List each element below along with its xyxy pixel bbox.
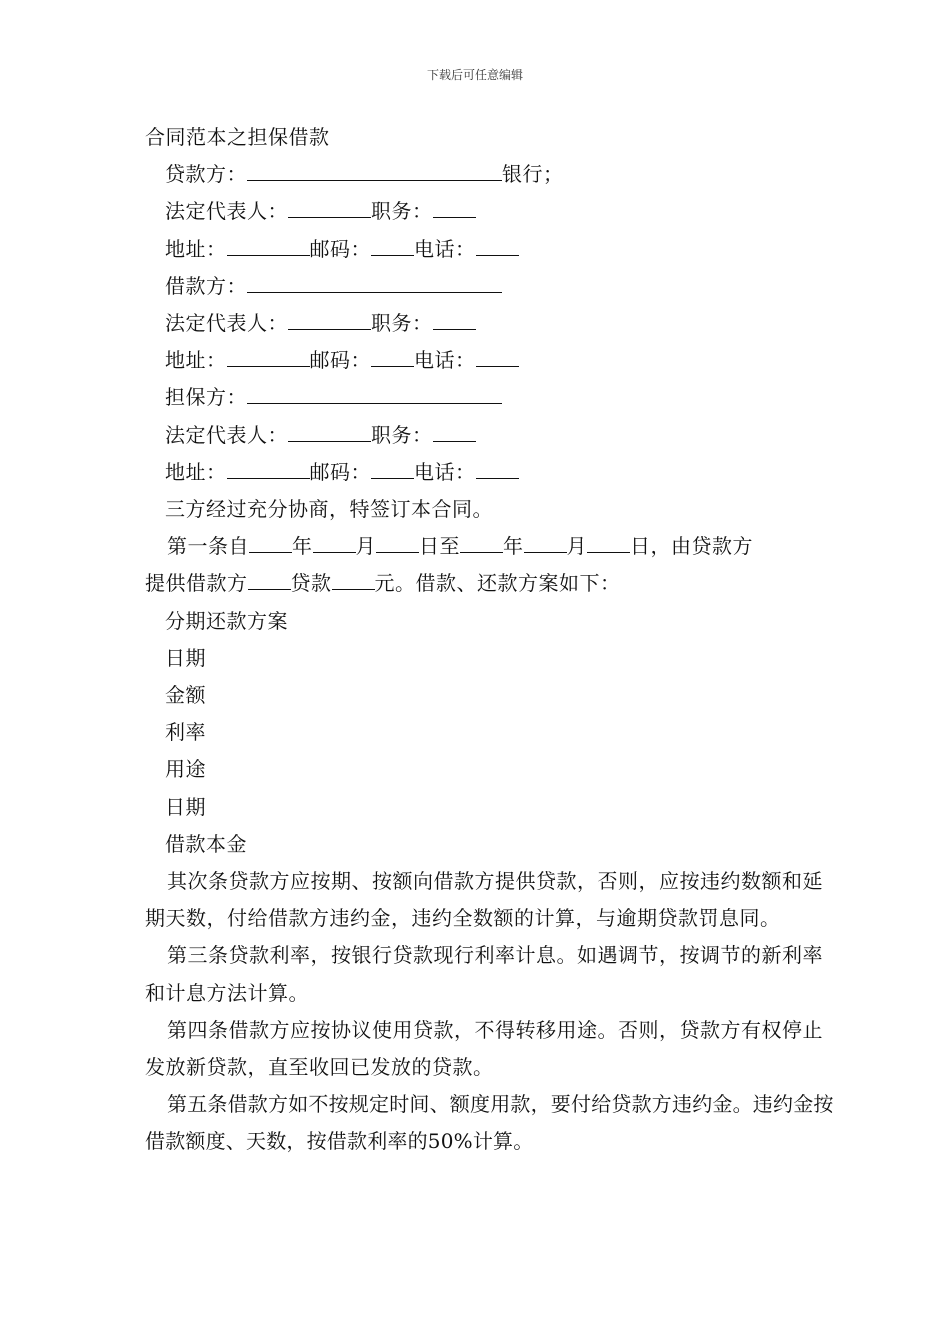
page-header: 下载后可任意编辑: [426, 68, 523, 82]
postcode-blank[interactable]: [371, 462, 414, 479]
article1-line2: [145, 565, 835, 602]
phone-label: 电话：: [414, 236, 476, 261]
guarantor-rep-line: [145, 417, 835, 454]
year-label: 年: [292, 534, 313, 559]
article1-loan: 贷款: [290, 571, 332, 596]
lender-address-line: [145, 231, 835, 268]
address-blank[interactable]: [227, 462, 310, 479]
day-to-label: 日至: [419, 534, 460, 559]
postcode-blank[interactable]: [371, 350, 414, 367]
end-day-blank[interactable]: [587, 536, 630, 553]
rep-blank[interactable]: [288, 425, 371, 442]
position-blank[interactable]: [433, 313, 476, 330]
rep-label: 法定代表人：: [165, 311, 288, 336]
lender-rep-line: [145, 193, 835, 230]
guarantor-address-line: [145, 454, 835, 491]
guarantor-line: [145, 379, 835, 416]
phone-blank[interactable]: [476, 462, 519, 479]
lender-blank[interactable]: [247, 164, 502, 181]
postcode-label: 邮码：: [309, 348, 371, 373]
phone-label: 电话：: [414, 348, 476, 373]
repayment-plan-item: 借款本金: [165, 831, 247, 856]
repayment-plan-item: 日期: [165, 794, 206, 819]
position-blank[interactable]: [433, 425, 476, 442]
article5-paragraph: 第五条借款方如不按规定时间、额度用款，要付给贷款方违约金。违约金按借款额度、天数，按借款利率的50%计算。: [145, 1092, 834, 1154]
start-year-blank[interactable]: [249, 536, 292, 553]
loan-blank[interactable]: [248, 573, 291, 590]
rep-label: 法定代表人：: [165, 199, 288, 224]
month-label: 月: [355, 534, 376, 559]
article3-paragraph: 第三条贷款利率，按银行贷款现行利率计息。如遇调节，按调节的新利率和计息方法计算。: [145, 943, 823, 1005]
contract-title: 合同范本之担保借款: [145, 125, 330, 149]
lender-suffix: 银行；: [502, 162, 564, 187]
amount-blank[interactable]: [332, 573, 375, 590]
borrower-line: [145, 268, 835, 305]
article4-paragraph: 第四条借款方应按协议使用贷款，不得转移用途。否则，贷款方有权停止发放新贷款，直至收回已发放的贷款。: [145, 1017, 823, 1080]
end-year-blank[interactable]: [460, 536, 503, 553]
start-month-blank[interactable]: [313, 536, 356, 553]
rep-blank[interactable]: [288, 313, 371, 330]
year-label: 年: [503, 534, 524, 559]
month-label: 月: [566, 534, 587, 559]
position-label: 职务：: [371, 422, 433, 447]
article2-paragraph: 其次条贷款方应按期、按额向借款方提供贷款，否则，应按违约数额和延期天数，付给借款方违约金，违约全数额的计算，与逾期贷款罚息同。: [145, 869, 823, 931]
intro-paragraph: 三方经过充分协商，特签订本合同。: [165, 497, 493, 522]
address-label: 地址：: [165, 236, 227, 261]
borrower-address-line: [145, 342, 835, 379]
start-day-blank[interactable]: [376, 536, 419, 553]
article1-start: 第一条自: [167, 534, 249, 559]
postcode-blank[interactable]: [371, 239, 414, 256]
contract-body: [145, 119, 835, 1161]
repayment-plan-item: 利率: [165, 720, 206, 745]
rep-blank[interactable]: [288, 201, 371, 218]
rep-label: 法定代表人：: [165, 422, 288, 447]
postcode-label: 邮码：: [309, 459, 371, 484]
article1-line1: [145, 528, 835, 565]
postcode-label: 邮码：: [309, 236, 371, 261]
address-blank[interactable]: [227, 350, 310, 367]
day-end-label: 日，由贷款方: [630, 534, 753, 559]
position-label: 职务：: [371, 311, 433, 336]
address-label: 地址：: [165, 459, 227, 484]
end-month-blank[interactable]: [524, 536, 567, 553]
repayment-plan-item: 日期: [165, 645, 206, 670]
guarantor-blank[interactable]: [247, 387, 502, 404]
address-label: 地址：: [165, 348, 227, 373]
phone-blank[interactable]: [476, 239, 519, 256]
lender-line: [145, 156, 835, 193]
repayment-plan-item: 分期还款方案: [165, 608, 288, 633]
phone-blank[interactable]: [476, 350, 519, 367]
borrower-blank[interactable]: [247, 276, 502, 293]
phone-label: 电话：: [414, 459, 476, 484]
position-label: 职务：: [371, 199, 433, 224]
borrower-rep-line: [145, 305, 835, 342]
repayment-plan-item: 用途: [165, 757, 206, 782]
article1-provide: 提供借款方: [145, 571, 248, 596]
repayment-plan-list: [145, 603, 835, 863]
lender-label: 贷款方：: [165, 162, 247, 187]
guarantor-label: 担保方：: [165, 385, 247, 410]
position-blank[interactable]: [433, 201, 476, 218]
address-blank[interactable]: [227, 239, 310, 256]
borrower-label: 借款方：: [165, 273, 247, 298]
repayment-plan-item: 金额: [165, 683, 206, 708]
article1-yuan: 元。借款、还款方案如下：: [374, 571, 621, 596]
